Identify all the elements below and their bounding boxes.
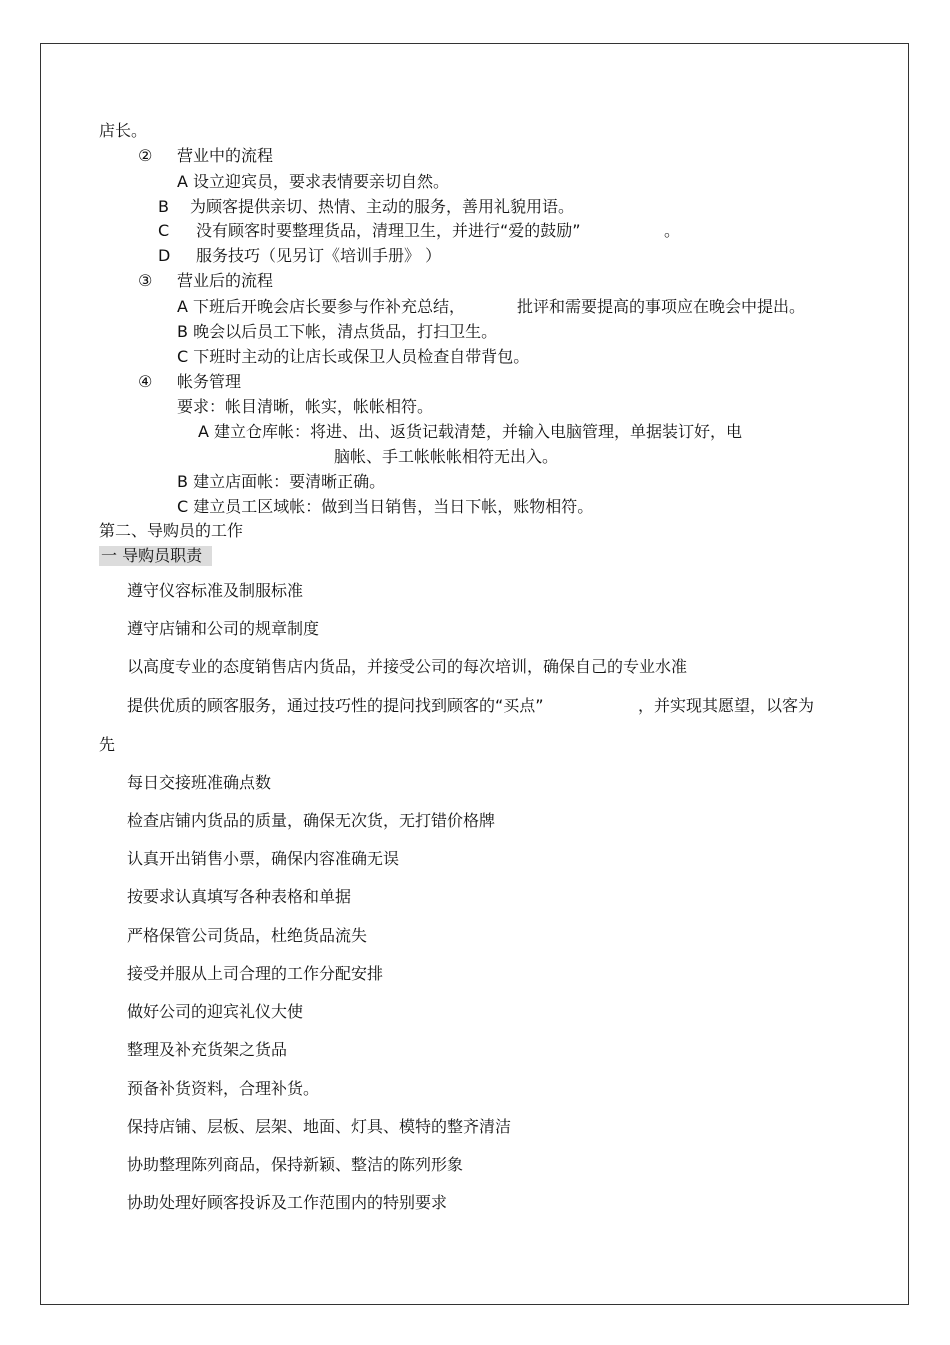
duty-item: 保持店铺、层板、层架、地面、灯具、模特的整齐清洁 (127, 1117, 512, 1136)
duty-item: 以高度专业的态度销售店内货品，并接受公司的每次培训，确保自己的专业水准 (127, 657, 688, 676)
duty-item: 整理及补充货架之货品 (127, 1040, 288, 1059)
chapter-heading: 第二、导购员的工作 (99, 521, 244, 540)
duty-item: 按要求认真填写各种表格和单据 (127, 887, 352, 906)
section-heading: 营业后的流程 (177, 271, 274, 290)
text-line: B 建立店面帐：要清晰正确。 (177, 472, 386, 491)
duty-item: 预备补货资料，合理补货。 (127, 1079, 320, 1098)
text-line: A 建立仓库帐：将进、出、返货记载清楚，并输入电脑管理，单据装订好，电 (198, 422, 743, 441)
text-line: 要求：帐目清晰，帐实，帐帐相符。 (177, 397, 434, 416)
text-line: 为顾客提供亲切、热情、主动的服务，善用礼貌用语。 (190, 197, 575, 216)
text-line: 没有顾客时要整理货品，清理卫生，并进行“爱的鼓励” (196, 221, 581, 240)
text-line: 店长。 (99, 121, 148, 140)
list-marker: C (158, 221, 170, 240)
duty-item: 检查店铺内货品的质量，确保无次货，无打错价格牌 (127, 811, 496, 830)
text-fragment: 先 (99, 735, 116, 754)
text-line: A 下班后开晚会店长要参与作补充总结， (177, 297, 466, 316)
section-heading: 帐务管理 (177, 372, 242, 391)
duty-item: 每日交接班准确点数 (127, 773, 272, 792)
duty-item: 严格保管公司货品，杜绝货品流失 (127, 926, 368, 945)
duty-item: 做好公司的迎宾礼仪大使 (127, 1002, 304, 1021)
section-heading: 营业中的流程 (177, 146, 274, 165)
text-fragment: ，并实现其愿望，以客为 (638, 696, 815, 715)
text-fragment: 批评和需要提高的事项应在晚会中提出。 (517, 297, 806, 316)
text-line: 脑帐、手工帐帐帐相符无出入。 (334, 447, 559, 466)
list-marker: ③ (138, 271, 153, 290)
duty-item: 认真开出销售小票，确保内容准确无误 (127, 849, 400, 868)
duty-item: 遵守仪容标准及制服标准 (127, 581, 304, 600)
list-marker: B (158, 197, 169, 216)
duty-item: 接受并服从上司合理的工作分配安排 (127, 964, 384, 983)
list-marker: ② (138, 146, 153, 165)
duty-item: 遵守店铺和公司的规章制度 (127, 619, 320, 638)
text-line: A 设立迎宾员，要求表情要亲切自然。 (177, 172, 450, 191)
text-line: C 建立员工区域帐：做到当日销售，当日下帐，账物相符。 (177, 497, 594, 516)
duty-item: 协助整理陈列商品，保持新颖、整洁的陈列形象 (127, 1155, 464, 1174)
text-line: 服务技巧（见另订《培训手册》 ） (196, 246, 442, 265)
text-fragment: 。 (664, 221, 681, 240)
duty-item: 协助处理好顾客投诉及工作范围内的特别要求 (127, 1193, 448, 1212)
duty-item: 提供优质的顾客服务，通过技巧性的提问找到顾客的“买点” (127, 696, 544, 715)
list-marker: ④ (138, 372, 153, 391)
text-line: C 下班时主动的让店长或保卫人员检查自带背包。 (177, 347, 530, 366)
text-line: B 晚会以后员工下帐，清点货品，打扫卫生。 (177, 322, 498, 341)
list-marker: D (158, 246, 171, 265)
highlighted-heading: 一 导购员职责 (99, 546, 212, 566)
